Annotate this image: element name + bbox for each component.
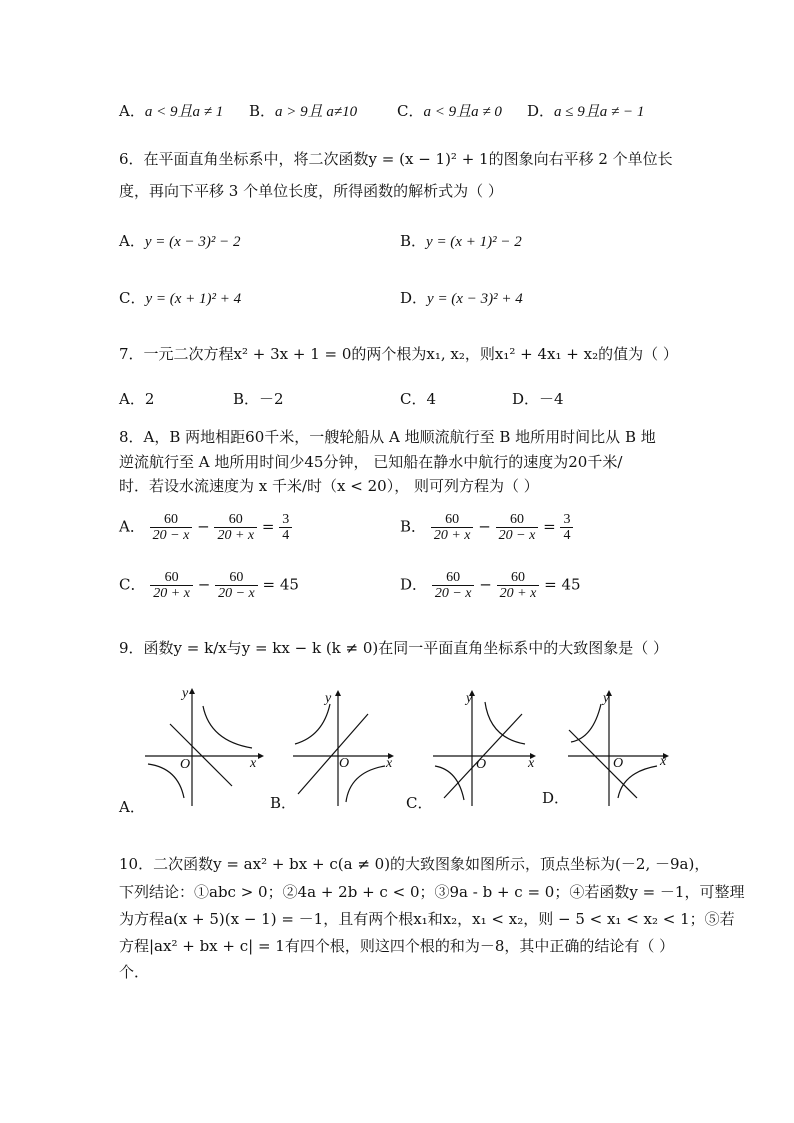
q10-stem-line3: 为方程a(x + 5)(x − 1) = －1，且有两个根x₁和x₂，x₁ < x₂，则 − 5 < x₁ < x₂ < 1；⑤若 xyxy=(119,910,735,928)
option-math: a < 9且a ≠ 0 xyxy=(423,104,502,120)
fraction: $\frac{3}{4}$ xyxy=(279,512,292,543)
number: 45 xyxy=(561,575,581,594)
axis-x-label: x xyxy=(386,756,393,771)
operator: = xyxy=(261,517,275,536)
operator: − xyxy=(197,575,211,594)
operator: − xyxy=(478,517,491,536)
option-letter: A． xyxy=(119,102,145,120)
operator: = xyxy=(543,517,556,536)
q9-option-d: D． xyxy=(542,789,570,807)
origin-label: O xyxy=(180,757,191,772)
q8-stem-line1: 8．A，B 两地相距60千米，一艘轮船从 A 地顺流航行至 B 地所用时间比从 B 地 xyxy=(119,428,656,446)
option-math: a ≤ 9且a ≠ − 1 xyxy=(554,104,645,120)
q9-option-a: A． xyxy=(119,798,145,816)
option-math: y = (x − 3)² − 2 xyxy=(144,234,241,250)
q6-option-c xyxy=(119,287,241,308)
q6-stem-line1: 6．在平面直角坐标系中，将二次函数y = (x − 1)² + 1的图象向右平移 2 个单位长 xyxy=(119,150,673,168)
axis-y-label: y xyxy=(182,686,189,701)
fraction: $\frac{60}{20 + x}$ xyxy=(497,570,540,601)
option-letter: D． xyxy=(527,102,555,120)
option-letter: C． xyxy=(119,289,146,307)
q7-option-a: A．2 xyxy=(119,390,155,408)
q5-option-b xyxy=(249,100,357,121)
option-math: y = (x − 3)² + 4 xyxy=(427,291,523,307)
q10-stem-line1: 10．二次函数y = ax² + bx + c(a ≠ 0)的大致图象如图所示，顶点坐标为(－2, －9a)， xyxy=(119,855,710,873)
operator: − xyxy=(479,575,492,594)
axis-x-label: x xyxy=(528,756,535,771)
q6-option-d xyxy=(400,287,523,308)
fraction: $\frac{60}{20 + x}$ xyxy=(431,512,474,543)
fraction: $\frac{60}{20 - x}$ xyxy=(496,512,539,543)
q5-option-c xyxy=(397,100,502,121)
option-math: a < 9且a ≠ 1 xyxy=(144,104,224,120)
q5-option-a xyxy=(119,100,223,121)
axis-x-label: x xyxy=(250,756,257,771)
axis-y-label: y xyxy=(466,691,473,706)
option-letter: D． xyxy=(400,575,428,594)
q8-option-b xyxy=(400,512,573,543)
q6-stem-line2: 度，再向下平移 3 个单位长度，所得函数的解析式为（ ） xyxy=(119,182,503,200)
q10-stem-line4: 方程|ax² + bx + c| = 1有四个根，则这四个根的和为－8，其中正确的结论有（ ） xyxy=(119,937,675,955)
operator: − xyxy=(197,517,210,536)
q6-option-b xyxy=(400,230,522,251)
q9-graph-a xyxy=(140,686,265,811)
origin-label: O xyxy=(476,757,487,772)
option-math: a > 9且 a≠10 xyxy=(275,104,358,120)
option-math: y = (x + 1)² − 2 xyxy=(426,234,522,250)
q9-stem: 9．函数y = k/x与y = kx − k (k ≠ 0)在同一平面直角坐标系中的大致图象是（ ） xyxy=(119,639,669,657)
q10-stem-line5: 个． xyxy=(119,963,150,981)
q7-option-b: B．－2 xyxy=(233,390,284,408)
fraction: $\frac{60}{20 + x}$ xyxy=(214,512,257,543)
q5-option-d xyxy=(527,100,644,121)
axis-x-label: x xyxy=(660,754,667,769)
q8-option-a xyxy=(119,512,292,543)
option-letter: A． xyxy=(119,232,145,250)
number: 45 xyxy=(279,575,299,594)
q6-option-a xyxy=(119,230,241,251)
fraction: $\frac{60}{20 - x}$ xyxy=(432,570,475,601)
option-math: y = (x + 1)² + 4 xyxy=(145,291,242,307)
q7-option-c: C．4 xyxy=(400,390,437,408)
fraction: $\frac{60}{20 - x}$ xyxy=(150,512,193,543)
option-letter: B． xyxy=(249,102,276,120)
axis-y-label: y xyxy=(603,691,610,706)
axis-y-label: y xyxy=(325,691,332,706)
option-letter: B． xyxy=(400,232,427,250)
q7-stem: 7．一元二次方程x² + 3x + 1 = 0的两个根为x₁, x₂，则x₁² + 4x₁ + x₂的值为（ ） xyxy=(119,345,678,363)
operator: = xyxy=(262,575,276,594)
fraction: $\frac{60}{20 - x}$ xyxy=(215,570,258,601)
q10-stem-line2: 下列结论：①abc > 0；②4a + 2b + c < 0；③9a - b + c = 0；④若函数y = －1，可整理 xyxy=(119,883,745,901)
fraction: $\frac{60}{20 + x}$ xyxy=(150,570,193,601)
option-letter: C． xyxy=(119,575,146,594)
operator: = xyxy=(544,575,557,594)
q9-option-c: C． xyxy=(406,794,433,812)
q8-option-d xyxy=(400,570,581,601)
q9-graph-b xyxy=(290,686,400,811)
q9-option-b: B． xyxy=(270,794,297,812)
q9-graph-c xyxy=(430,686,545,811)
fraction: $\frac{3}{4}$ xyxy=(560,512,573,543)
q9-graph-d xyxy=(565,686,675,811)
option-letter: C． xyxy=(397,102,424,120)
q8-stem-line3: 时．若设水流速度为 x 千米/时（x < 20）， 则可列方程为（ ） xyxy=(119,477,539,495)
q8-option-c xyxy=(119,570,299,601)
q7-option-d: D．－4 xyxy=(512,390,564,408)
option-letter: B． xyxy=(400,517,427,536)
origin-label: O xyxy=(339,756,350,771)
origin-label: O xyxy=(613,756,624,771)
option-letter: D． xyxy=(400,289,428,307)
q8-stem-line2: 逆流航行至 A 地所用时间少45分钟， 已知船在静水中航行的速度为20千米/ xyxy=(119,453,623,471)
option-letter: A． xyxy=(119,517,145,536)
